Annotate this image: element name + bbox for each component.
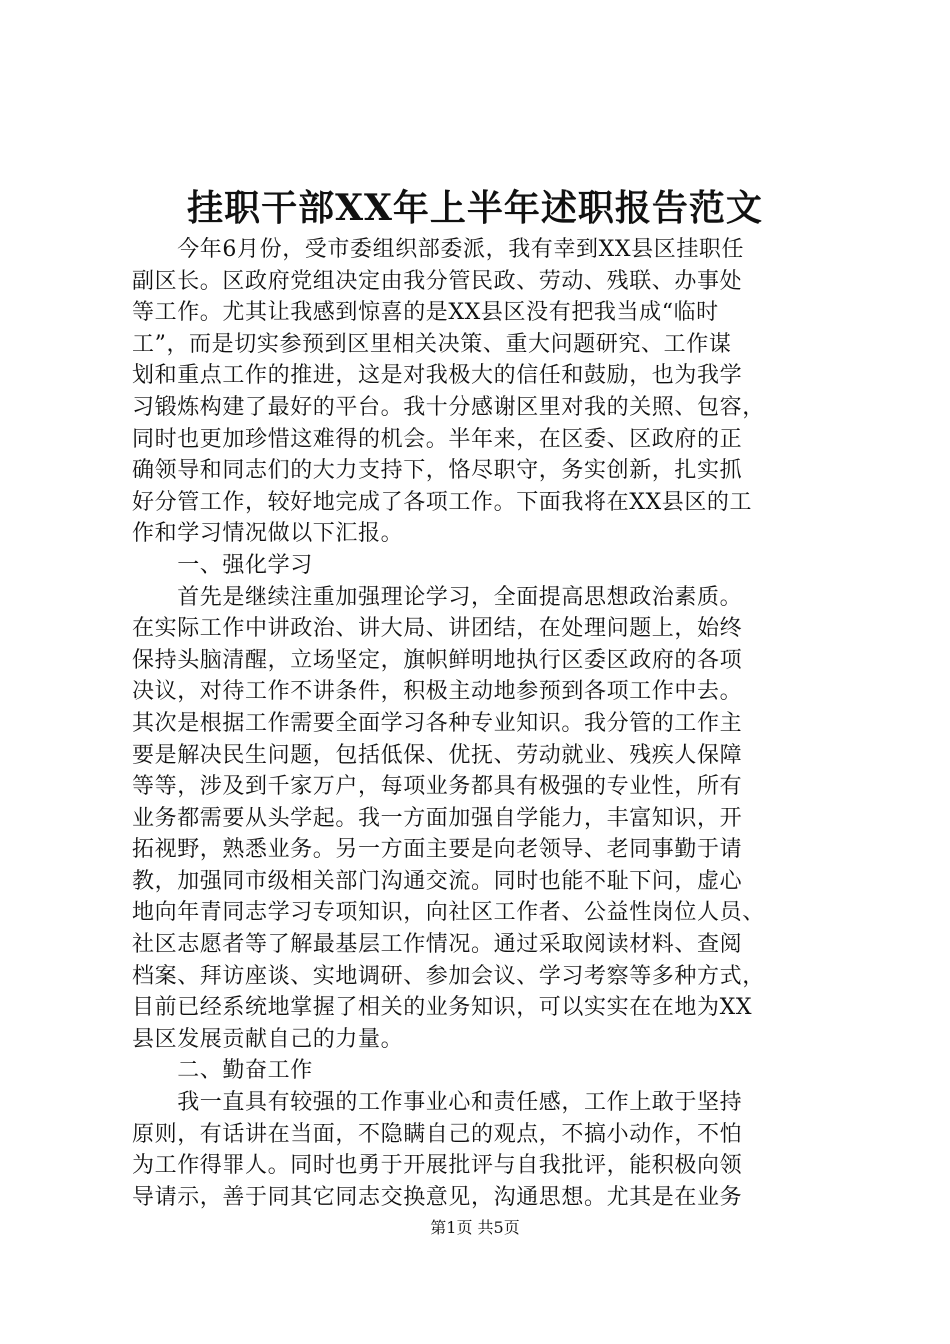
text-line: 业务都需要从头学起。我一方面加强自学能力，丰富知识，开 <box>132 805 743 831</box>
text-line: 副区长。区政府党组决定由我分管民政、劳动、残联、办事处 <box>132 268 743 294</box>
text-line: 一、强化学习 <box>132 552 313 578</box>
page-footer: 第1页 共5页 <box>430 1218 520 1237</box>
text-line: 档案、拜访座谈、实地调研、参加会议、学习考察等多种方式， <box>132 963 765 989</box>
text-line: 好分管工作，较好地完成了各项工作。下面我将在XX县区的工 <box>132 489 753 515</box>
text-line: 等工作。尤其让我感到惊喜的是XX县区没有把我当成“临时 <box>132 300 719 326</box>
text-line: 县区发展贡献自己的力量。 <box>132 1026 404 1052</box>
text-line: 二、勤奋工作 <box>132 1058 313 1084</box>
text-line: 教，加强同市级相关部门沟通交流。同时也能不耻下问，虚心 <box>132 868 743 894</box>
text-line: 等等，涉及到千家万户，每项业务都具有极强的专业性，所有 <box>132 774 743 800</box>
text-line: 作和学习情况做以下汇报。 <box>132 521 404 547</box>
text-line: 我一直具有较强的工作事业心和责任感，工作上敢于坚持 <box>132 1090 743 1116</box>
text-line: 拓视野，熟悉业务。另一方面主要是向老领导、老同事勤于请 <box>132 837 743 863</box>
text-line: 其次是根据工作需要全面学习各种专业知识。我分管的工作主 <box>132 710 743 736</box>
text-line: 要是解决民生问题，包括低保、优抚、劳动就业、残疾人保障 <box>132 742 743 768</box>
text-line: 工”，而是切实参预到区里相关决策、重大问题研究、工作谋 <box>132 331 732 357</box>
text-line: 习锻炼构建了最好的平台。我十分感谢区里对我的关照、包容， <box>132 394 765 420</box>
document-title: 挂职干部XX年上半年述职报告范文 <box>187 187 763 229</box>
text-line: 导请示，善于同其它同志交换意见，沟通思想。尤其是在业务 <box>132 1184 743 1210</box>
text-line: 保持头脑清醒，立场坚定，旗帜鲜明地执行区委区政府的各项 <box>132 647 743 673</box>
text-line: 在实际工作中讲政治、讲大局、讲团结，在处理问题上，始终 <box>132 616 743 642</box>
document-body <box>132 234 832 1213</box>
text-line: 今年6月份，受市委组织部委派，我有幸到XX县区挂职任 <box>132 237 745 262</box>
text-line: 划和重点工作的推进，这是对我极大的信任和鼓励，也为我学 <box>132 363 743 389</box>
text-line: 同时也更加珍惜这难得的机会。半年来，在区委、区政府的正 <box>132 426 743 452</box>
text-line: 确领导和同志们的大力支持下，恪尽职守，务实创新，扎实抓 <box>132 458 743 484</box>
text-line: 地向年青同志学习专项知识，向社区工作者、公益性岗位人员、 <box>132 900 765 926</box>
text-line: 原则，有话讲在当面，不隐瞒自己的观点，不搞小动作，不怕 <box>132 1121 743 1147</box>
text-line: 为工作得罪人。同时也勇于开展批评与自我批评，能积极向领 <box>132 1153 743 1179</box>
text-line: 目前已经系统地掌握了相关的业务知识，可以实实在在地为XX <box>132 995 753 1021</box>
text-line: 决议，对待工作不讲条件，积极主动地参预到各项工作中去。 <box>132 679 743 705</box>
text-line: 首先是继续注重加强理论学习，全面提高思想政治素质。 <box>132 584 743 610</box>
text-line: 社区志愿者等了解最基层工作情况。通过采取阅读材料、查阅 <box>132 932 743 958</box>
